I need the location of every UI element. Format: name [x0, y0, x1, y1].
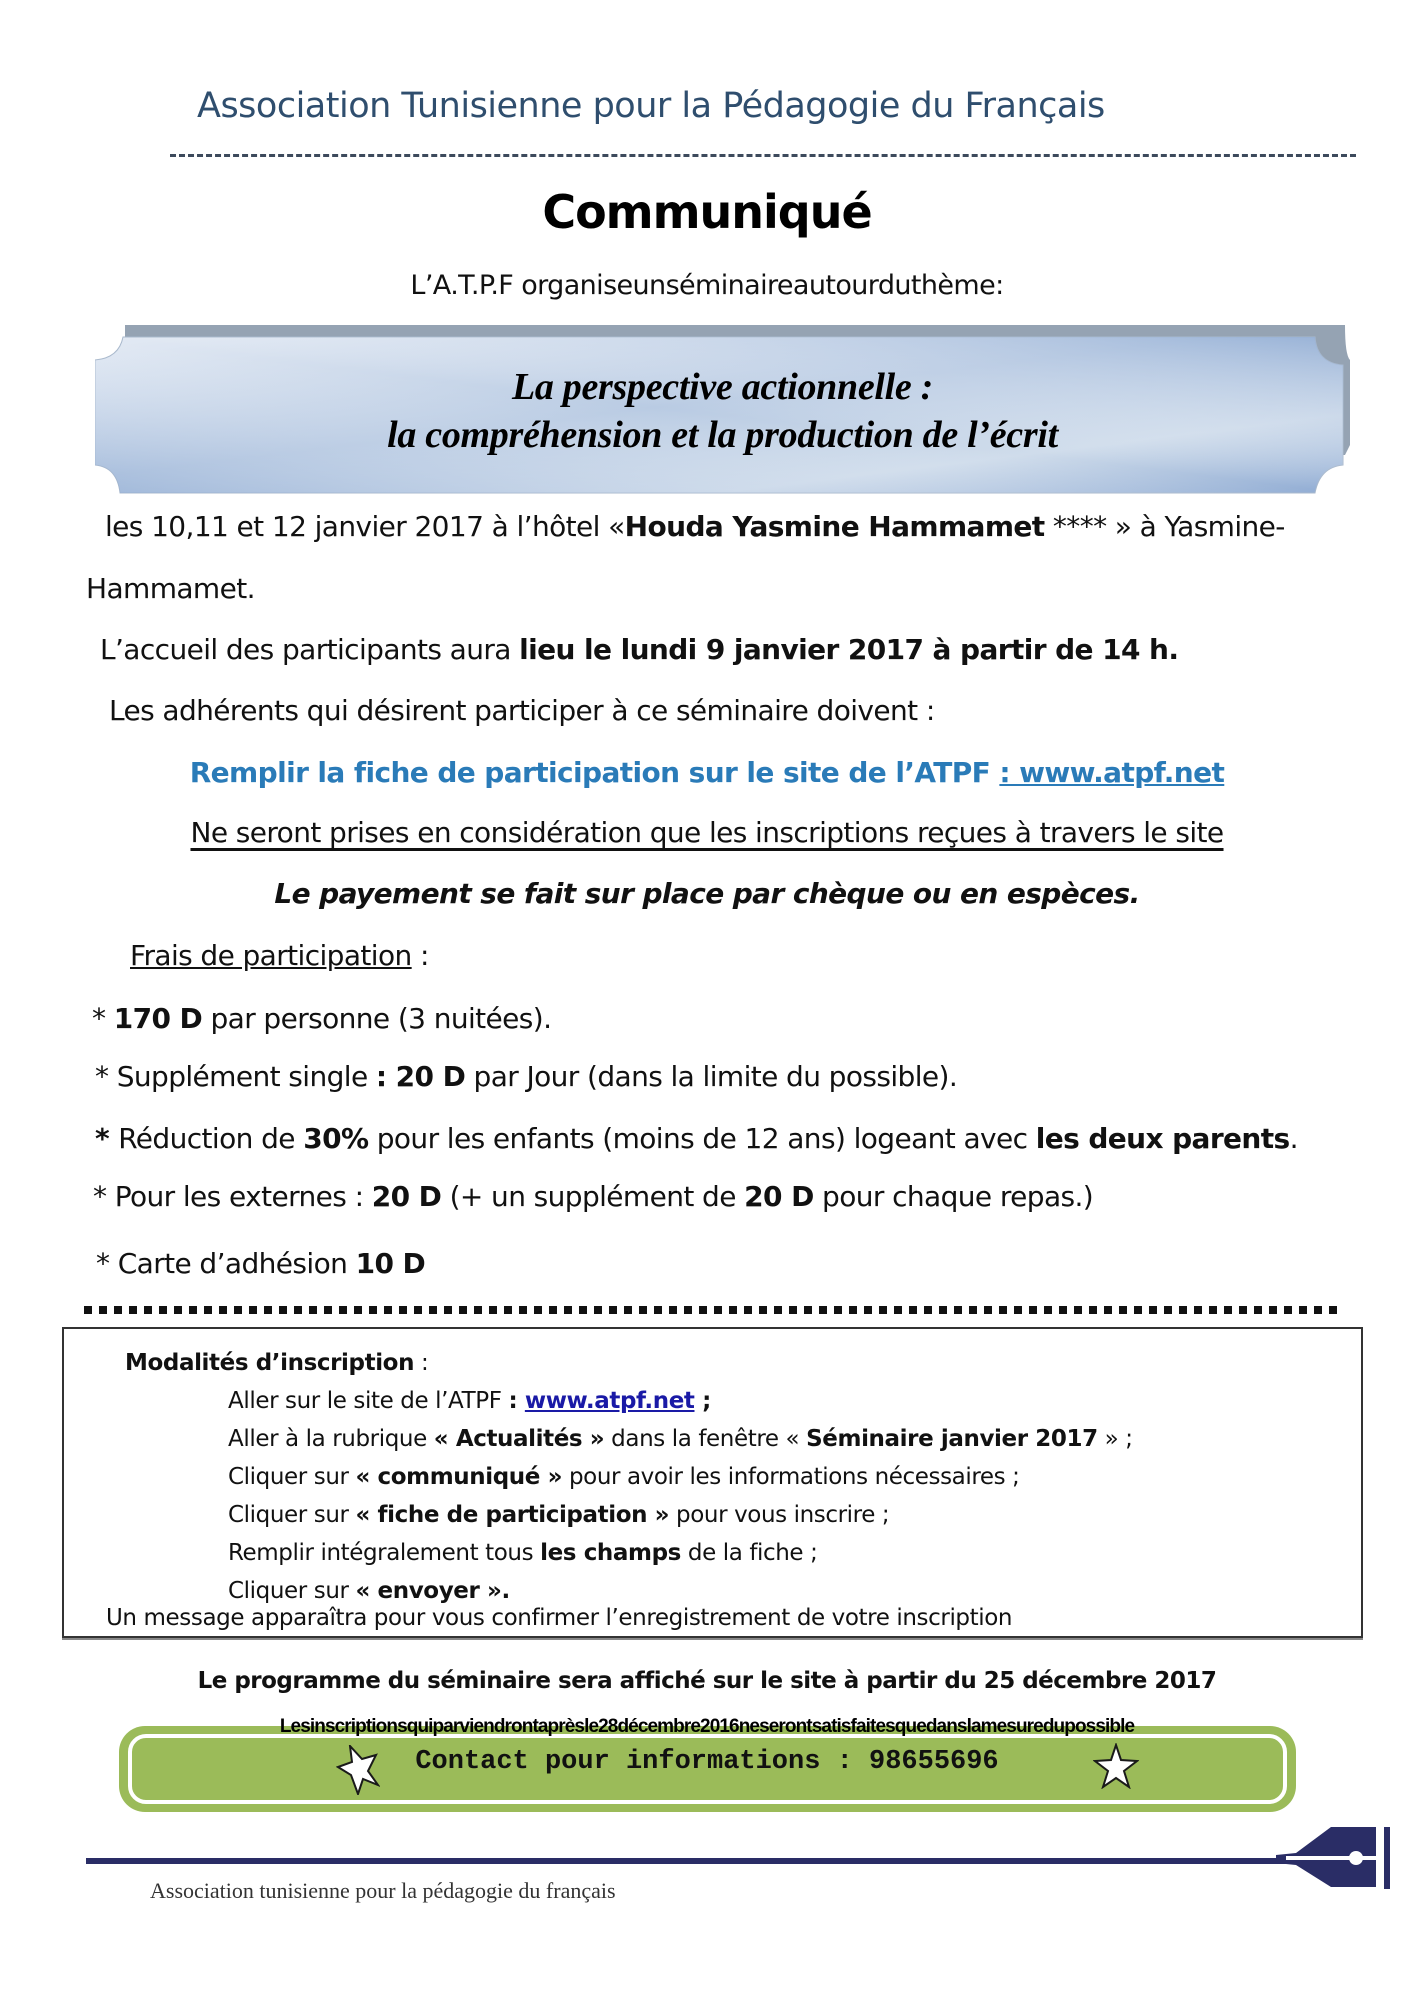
inscription-step: Aller sur le site de l’ATPF : www.atpf.net ; — [228, 1388, 711, 1414]
contact-info: Contact pour informations : 98655696 — [415, 1747, 999, 1777]
adherents-line: Les adhérents qui désirent participer à ce séminaire doivent : — [109, 694, 935, 727]
inscription-heading: Modalités d’inscription : — [125, 1350, 429, 1376]
inscription-step: Cliquer sur « envoyer ». — [228, 1578, 510, 1604]
fees-heading: Frais de participation : — [130, 939, 429, 972]
banner-line-1: La perspective actionnelle : — [511, 366, 934, 408]
payment-note: Le payement se fait sur place par chèque ou en espèces. — [274, 877, 1140, 910]
header-divider — [170, 154, 1356, 157]
theme-banner — [95, 325, 1350, 498]
page-title: Communiqué — [542, 185, 872, 239]
inscription-step: Cliquer sur « communiqué » pour avoir les informations nécessaires ; — [228, 1464, 1020, 1490]
pen-nib-icon — [1276, 1825, 1394, 1891]
registration-note: Ne seront prises en considération que les inscriptions reçues à travers le site — [190, 816, 1224, 849]
confirmation-note: Un message apparaîtra pour vous confirmer l’enregistrement de votre inscription — [106, 1605, 1013, 1631]
footer-text: Association tunisienne pour la pédagogie du français — [150, 1878, 616, 1903]
atpf-link[interactable]: : www.atpf.net — [999, 756, 1225, 789]
programme-note: Le programme du séminaire sera affiché sur le site à partir du 25 décembre 2017 — [197, 1668, 1217, 1694]
fee-item: * Supplément single : 20 D par Jour (dans la limite du possible). — [95, 1060, 958, 1093]
footer-divider — [86, 1858, 1286, 1864]
registration-instruction: Remplir la fiche de participation sur le site de l’ATPF : www.atpf.net — [189, 756, 1225, 789]
header-title: Association Tunisienne pour la Pédagogie du Français — [197, 86, 1105, 126]
section-divider — [84, 1306, 1339, 1314]
dates-line-cont: Hammamet. — [86, 572, 255, 605]
inscription-step: Aller à la rubrique « Actualités » dans la fenêtre « Séminaire janvier 2017 » ; — [228, 1426, 1133, 1452]
inscription-step: Cliquer sur « fiche de participation » pour vous inscrire ; — [228, 1502, 890, 1528]
banner-line-2: la compréhension et la production de l’écrit — [387, 414, 1058, 456]
hotel-name: Houda Yasmine Hammamet — [624, 510, 1045, 543]
intro-text: L’A.T.P.F organiseunséminaireautourduthème: — [410, 270, 1004, 301]
fee-item: * Carte d’adhésion 10 D — [96, 1247, 426, 1280]
late-registration-note: Lesinscriptionsquiparviendrontaprèsle28décembre2016neserontsatisfaitesquedanslamesuredupossible — [279, 1716, 1135, 1737]
dates-line: les 10,11 et 12 janvier 2017 à l’hôtel «Houda Yasmine Hammamet **** » à Yasmine- — [105, 510, 1285, 543]
inscription-step: Remplir intégralement tous les champs de la fiche ; — [228, 1540, 818, 1566]
fee-item: * Réduction de 30% pour les enfants (moins de 12 ans) logeant avec les deux parents. — [95, 1122, 1298, 1155]
fee-item: * 170 D par personne (3 nuitées). — [92, 1002, 552, 1035]
atpf-site-link[interactable]: www.atpf.net — [524, 1388, 695, 1414]
fee-item: * Pour les externes : 20 D (+ un supplément de 20 D pour chaque repas.) — [93, 1180, 1094, 1213]
star-icon — [1093, 1743, 1139, 1789]
accueil-line: L’accueil des participants aura lieu le lundi 9 janvier 2017 à partir de 14 h. — [100, 633, 1179, 666]
